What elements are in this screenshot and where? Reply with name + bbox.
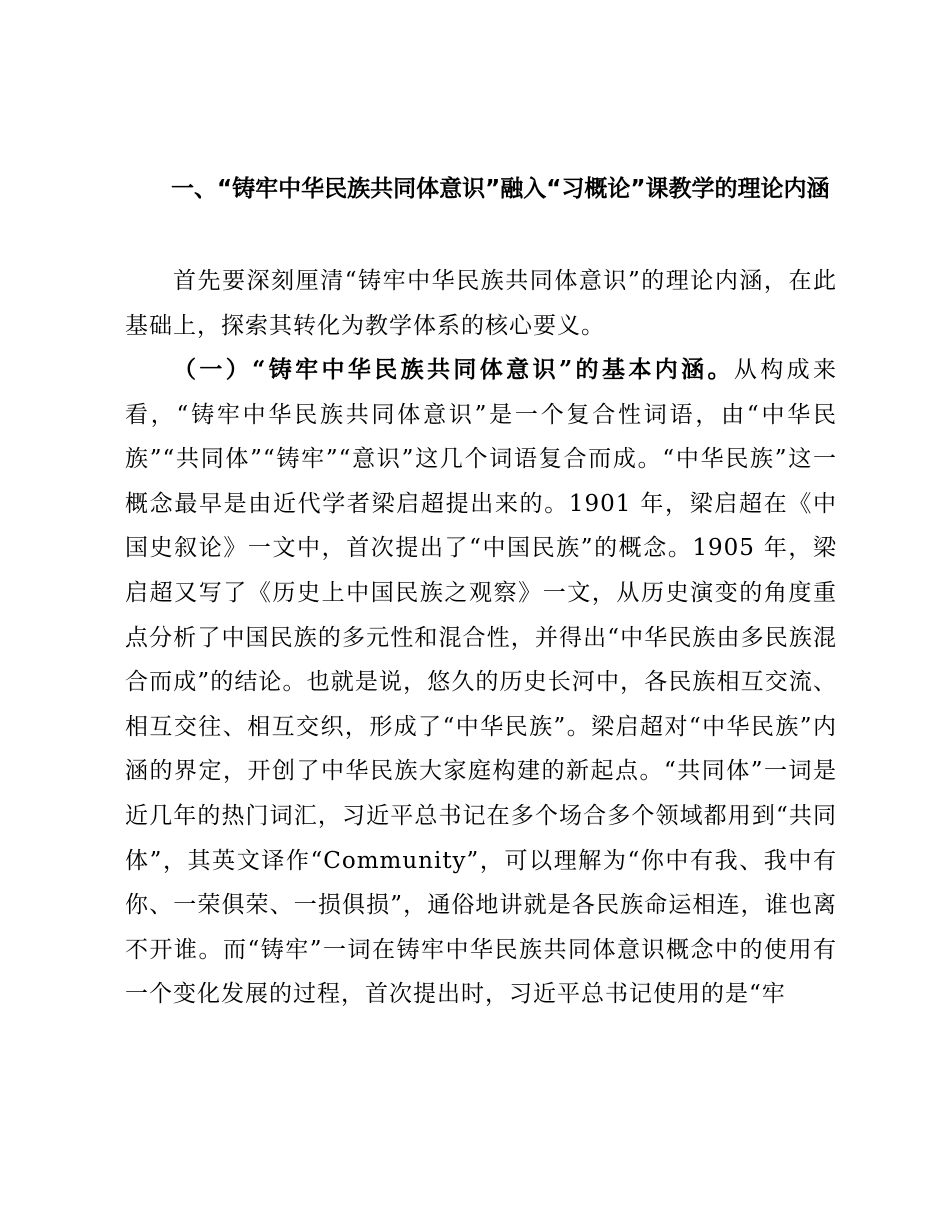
paragraph-body: 从构成来看，“铸牢中华民族共同体意识”是一个复合性词语，由“中华民族”“共同体”“铸牢”“意识”这几个词语复合而成。“中华民族”这一概念最早是由近代学者梁启超提出来的。1901 年，梁启超在《中国史叙论》一文中，首次提出了“中国民族”的概念。1905 年，梁启超又写了《历史上中国民族之观察》一文，从历史演变的角度重点分析了中国民族的多元性和混合性，并得出“中华民族由多民族混合而成”的结论。也就是说，悠久的历史长河中，各民族相互交流、相互交往、相互交织，形成了“中华民族”。梁启超对“中华民族”内涵的界定，开创了中华民族大家庭构建的新起点。“共同体”一词是近几年的热门词汇，习近平总书记在多个场合多个领域都用到“共同体”，其英文译作“Community”，可以理解为“你中有我、我中有你、一荣俱荣、一损俱损”，通俗地讲就是各民族命运相连，谁也离不开谁。而“铸牢”一词在铸牢中华民族共同体意识概念中的使用有一个变化发展的过程，首次提出时，习近平总书记使用的是“牢 (125, 357, 838, 1008)
subsection-lead: （一）“铸牢中华民族共同体意识”的基本内涵。 (173, 356, 734, 383)
paragraph-basic-meaning (125, 348, 837, 1017)
paragraph-intro: 首先要深刻厘清“铸牢中华民族共同体意识”的理论内涵，在此基础上，探索其转化为教学体系的核心要义。 (125, 268, 837, 339)
section-heading: 一、“铸牢中华民族共同体意识”融入“习概论”课教学的理论内涵 (171, 176, 830, 202)
